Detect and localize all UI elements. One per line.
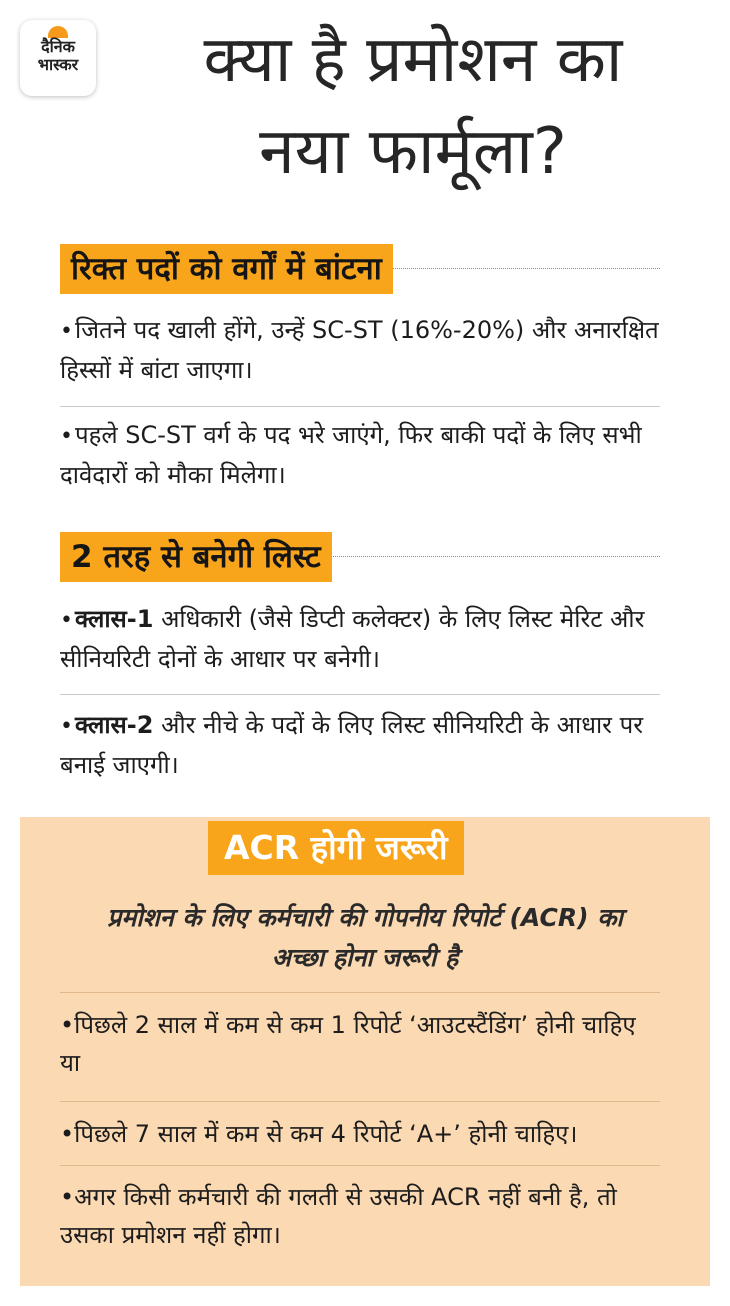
divider [60, 1165, 660, 1166]
logo-line2: भास्कर [37, 55, 79, 74]
divider [60, 992, 660, 993]
acr-item-3 [60, 1178, 660, 1254]
section2-heading: 2 तरह से बनेगी लिस्ट [60, 532, 332, 582]
bullet-icon: • [60, 714, 73, 739]
section1-item-1-text: जितने पद खाली होंगे, उन्हें SC-ST (16%-20%) और अनारक्षित हिस्सों में बांटा जाएगा। [60, 316, 659, 384]
bullet-icon: • [60, 1011, 75, 1039]
section2-item-2-text: और नीचे के पदों के लिए लिस्ट सीनियरिटी के आधार पर बनाई जाएगी। [60, 711, 644, 779]
acr-item-2-text: पिछले 7 साल में कम से कम 4 रिपोर्ट ‘A+’ होनी चाहिए। [74, 1120, 578, 1148]
acr-item-3-text: अगर किसी कर्मचारी की गलती से उसकी ACR नहीं बनी है, तो उसका प्रमोशन नहीं होगा। [60, 1183, 617, 1249]
bullet-icon: • [60, 424, 73, 449]
section1-heading: रिक्त पदों को वर्गों में बांटना [60, 244, 393, 294]
section1-item-1 [60, 311, 660, 389]
acr-heading: ACR होगी जरूरी [208, 821, 464, 875]
acr-item-2 [60, 1115, 660, 1153]
acr-intro: प्रमोशन के लिए कर्मचारी की गोपनीय रिपोर्ट (ACR) का अच्छा होना जरूरी है [107, 903, 623, 972]
bullet-icon: • [60, 319, 73, 344]
page-title [118, 14, 708, 198]
acr-item-1 [60, 1006, 660, 1082]
title-line2: नया फार्मूला? [259, 115, 567, 189]
section2-header [60, 532, 660, 582]
section2-item-1-text: अधिकारी (जैसे डिप्टी कलेक्टर) के लिए लिस्ट मेरिट और सीनियरिटी दोनों के आधार पर बनेगी। [60, 605, 645, 673]
divider [60, 694, 660, 695]
section1-header [60, 244, 660, 294]
logo-line1: दैनिक [41, 37, 75, 56]
class2-label: क्लास-2 [74, 711, 154, 739]
bullet-icon: • [60, 1120, 75, 1148]
section1-item-2-text: पहले SC-ST वर्ग के पद भरे जाएंगे, फिर बाकी पदों के लिए सभी दावेदारों को मौका मिलेगा। [60, 421, 642, 489]
dainik-bhaskar-logo [20, 20, 96, 96]
class1-label: क्लास-1 [74, 605, 154, 633]
title-line1: क्या है प्रमोशन का [203, 23, 623, 97]
bullet-icon: • [60, 1183, 75, 1211]
acr-item-1-text: पिछले 2 साल में कम से कम 1 रिपोर्ट ‘आउटस्टैंडिंग’ होनी चाहिए या [60, 1011, 636, 1077]
section1-item-2 [60, 416, 660, 494]
section2-item-2 [60, 706, 660, 784]
section2-item-1 [60, 600, 660, 678]
bullet-icon: • [60, 608, 73, 633]
divider [60, 1101, 660, 1102]
divider [60, 406, 660, 407]
